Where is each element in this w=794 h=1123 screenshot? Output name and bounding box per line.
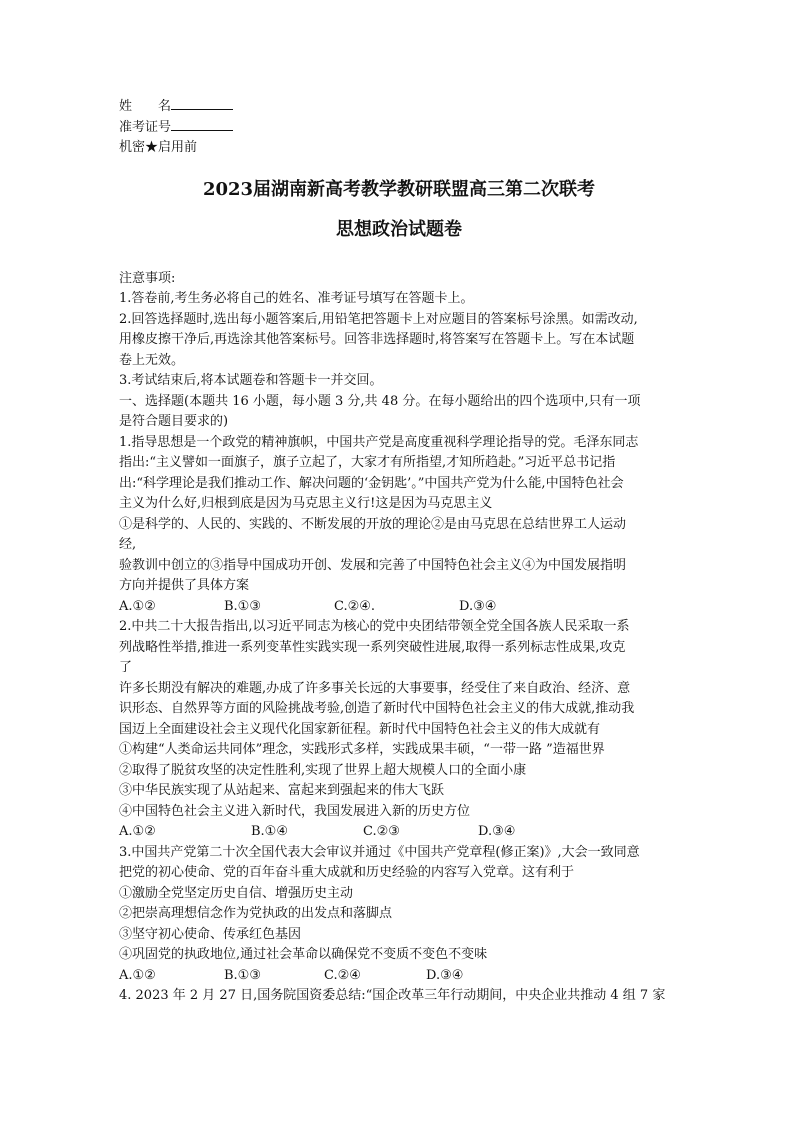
question-2-line: 识形态、自然界等方面的风险挑战考验,创造了新时代中国特色社会主义的伟大成就,推动我 [119,701,635,716]
name-field [119,97,679,118]
exam-number-label: 准考证号 [119,119,172,135]
question-2-line: 列战略性举措,推进一系列变革性实践实现一系列突破性进展,取得一系列标志性成果,攻克 [119,639,626,655]
question-2-line: 2.中共二十大报告指出,以习近平同志为核心的党中央团结带领全党全国各族人民采取一系 [119,619,630,634]
option-c: C.②④. [334,598,376,614]
option-d: D.③④ [426,967,464,983]
option-c: C.②④ [324,967,361,983]
notes-line: 1.答卷前,考生务必将自己的姓名、准考证号填写在答题卡上。 [119,291,474,306]
question-1-options [119,597,679,618]
question-3-line: 3.中国共产党第二十次全国代表大会审议并通过《中国共产党章程(修正案)》,大会一致同意 [119,844,640,860]
question-1-line: 主义为什么好,归根到底是因为马克思主义行!这是因为马克思主义 [119,496,493,511]
name-blank [171,97,233,110]
notes-line: 用橡皮擦干净后,再选涂其他答案标号。回答非选择题时,将答案写在答题卡上。写在本试题 [119,332,635,347]
exam-number-field [119,118,679,139]
question-3-line: 把党的初心使命、党的百年奋斗重大成就和历史经验的内容写入党章。这有利于 [119,865,575,880]
option-b: B.①③ [224,967,261,983]
question-3-line: ②把崇高理想信念作为党执政的出发点和落脚点 [119,906,393,921]
question-3-options [119,966,679,987]
name-label: 姓 名 [119,99,172,114]
option-a: A.①② [119,598,156,614]
option-d: D.③④ [459,598,497,614]
question-1-line: ①是科学的、人民的、实践的、不断发展的开放的理论②是由马克思在总结世界工人运动 [119,516,627,532]
question-2-line: ④中国特色社会主义进入新时代，我国发展进入新的历史方位 [119,803,471,819]
question-1-line: 验教训中创立的③指导中国成功开创、发展和完善了中国特色社会主义④为中国发展指明 [119,557,627,573]
question-2-line: 许多长期没有解决的难题,办成了许多事关长远的大事要事，经受住了来自政治、经济、意 [119,680,631,696]
exam-number-blank [171,118,233,131]
question-2-line: 了 [119,660,133,675]
section-heading-cont: 是符合题目要求的) [119,414,229,429]
question-2-line: ①构建“人类命运共同体”理念，实践形式多样，实践成果丰硕，“一带一路 ”造福世界 [119,742,605,757]
exam-title: 2023届湖南新高考教学教研联盟高三第二次联考 [202,178,596,200]
question-2-options [119,822,679,843]
option-b: B.①④ [251,824,288,839]
question-3-line: ③坚守初心使命、传承红色基因 [119,926,302,942]
question-1-line: 经, [119,537,137,552]
exam-content [119,97,679,1007]
question-2-line: ②取得了脱贫攻坚的决定性胜利,实现了世界上超大规模人口的全面小康 [119,762,527,778]
option-b: B.①③ [224,598,261,614]
notes-heading: 注意事项: [119,270,176,286]
question-3-line: ④巩固党的执政地位,通过社会革命以确保党不变质不变色不变味 [119,947,488,962]
question-1-line: 出:“科学理论是我们推动工作、解决问题的‘金钥匙’。”中国共产党为什么能,中国特色社会 [119,475,624,491]
option-d: D.③④ [478,824,516,839]
section-heading: 一、选择题(本题共 16 小题，每小题 3 分,共 48 分。在每小题给出的四个选项中,只有一项 [119,393,641,409]
question-3-line: ①激励全党坚定历史自信、增强历史主动 [119,885,354,901]
secret-label: 机密★启用前 [119,140,198,155]
notes-line: 3.考试结束后,将本试题卷和答题卡一并交回。 [119,373,383,388]
question-2-line: 国迈上全面建设社会主义现代化国家新征程。新时代中国特色社会主义的伟大成就有 [119,721,601,737]
question-1-line: 1.指导思想是一个政党的精神旗帜，中国共产党是高度重视科学理论指导的党。毛泽东同志 [119,434,639,450]
question-4-line: 4. 2023 年 2 月 27 日,国务院国资委总结:“国企改革三年行动期间，中央企业共推动 4 组 7 家 [119,988,666,1003]
notes-line: 卷上无效。 [119,352,185,368]
exam-subtitle: 思想政治试题卷 [336,218,462,240]
option-a: A.①② [119,967,156,983]
question-2-line: ③中华民族实现了从站起来、富起来到强起来的伟大飞跃 [119,783,445,798]
question-1-line: 方向并提供了具体方案 [119,578,250,593]
option-a: A.①② [119,824,156,839]
option-c: C.②③ [363,824,400,839]
notes-line: 2.回答选择题时,选出每小题答案后,用铅笔把答题卡上对应题目的答案标号涂黑。如需改动, [119,311,638,327]
question-1-line: 指出:“主义譬如一面旗子，旗子立起了，大家才有所指望,才知所趋赴。”习近平总书记指 [119,455,616,470]
